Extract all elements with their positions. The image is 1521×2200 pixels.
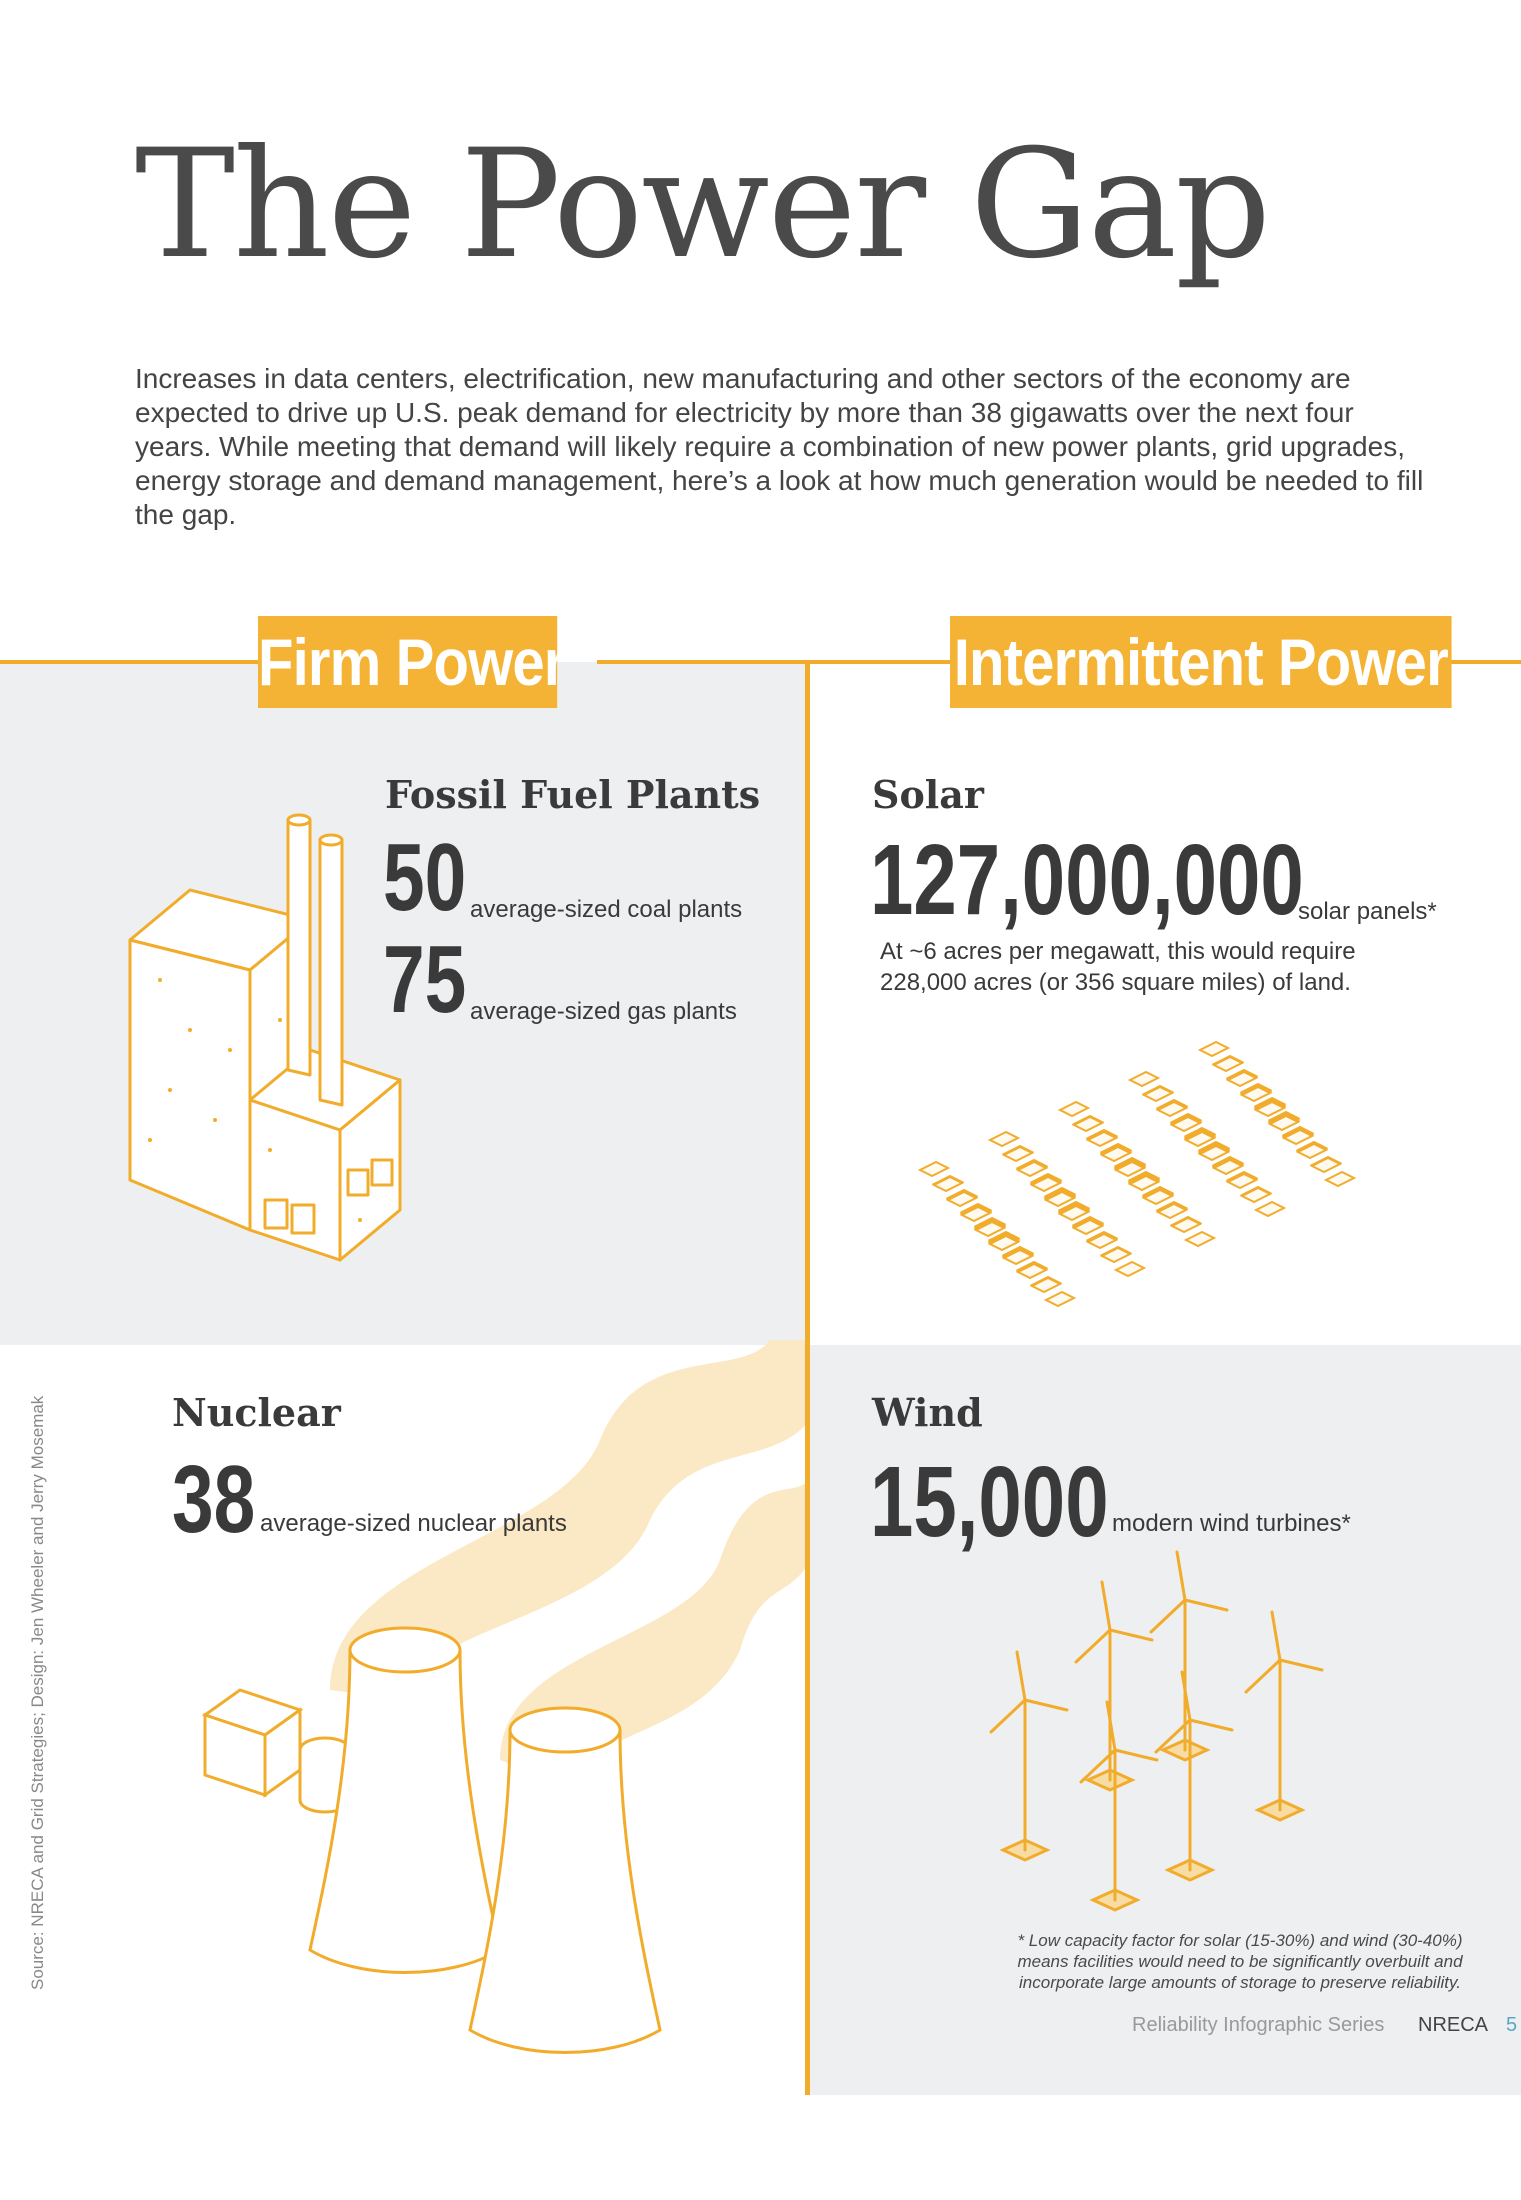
wind-turbine (1081, 1702, 1157, 1910)
solar-heading: Solar (872, 772, 984, 817)
gas-unit: average-sized gas plants (470, 998, 737, 1025)
solar-panel-cell (990, 1132, 1018, 1146)
footnote-line3: incorporate large amounts of storage to preserve reliability. (1019, 1973, 1461, 1992)
solar-panel-cell (1130, 1072, 1158, 1086)
wind-turbine (991, 1652, 1067, 1860)
solar-panel-cell (1046, 1292, 1074, 1306)
fossil-heading: Fossil Fuel Plants (385, 772, 761, 817)
solar-panel-cell (920, 1162, 948, 1176)
wind-turbine (1156, 1672, 1232, 1880)
intermittent-power-tab (950, 616, 1452, 708)
page-title: The Power Gap (135, 118, 1270, 292)
nuclear-heading: Nuclear (172, 1390, 341, 1435)
coal-unit: average-sized coal plants (470, 896, 743, 923)
factory-icon (120, 800, 420, 1270)
solar-note-line1: At ~6 acres per megawatt, this would require (880, 938, 1356, 965)
coal-value: 50 (383, 824, 467, 931)
series-label: Reliability Infographic Series (1132, 2014, 1385, 2036)
solar-note-line2: 228,000 acres (or 356 square miles) of land. (880, 969, 1351, 996)
solar-value: 127,000,000 (870, 824, 1304, 936)
firm-power-tab (258, 616, 566, 708)
nuclear-unit: average-sized nuclear plants (260, 1510, 567, 1537)
capacity-footnote (990, 1930, 1490, 1993)
firm-power-label: Firm Power (258, 625, 566, 699)
footnote-line2: means facilities would need to be significantly overbuilt and (1017, 1952, 1463, 1971)
solar-panel-cell (1116, 1262, 1144, 1276)
nuclear-cooling-tower-icon (200, 1620, 760, 2060)
nuclear-value: 38 (172, 1446, 256, 1553)
wind-value: 15,000 (870, 1446, 1109, 1558)
firm-divider-line-right (597, 660, 950, 664)
center-divider (805, 662, 810, 2095)
org-label: NRECA (1418, 2014, 1489, 2036)
solar-unit: solar panels* (1298, 898, 1437, 925)
solar-array-icon (900, 1020, 1420, 1320)
page-number: 5 (1506, 2014, 1518, 2036)
source-credit: Source: NRECA and Grid Strategies; Design: Jen Wheeler and Jerry Mosemak (28, 1395, 47, 1990)
intermittent-divider-line (1447, 660, 1521, 664)
footnote-line1: * Low capacity factor for solar (15-30%) and wind (30-40%) (1017, 1931, 1463, 1950)
gas-value: 75 (383, 926, 467, 1033)
solar-panel-cell (1200, 1042, 1228, 1056)
solar-panel-cell (1060, 1102, 1088, 1116)
wind-heading: Wind (872, 1390, 983, 1435)
intermittent-power-label: Intermittent Power (953, 625, 1448, 699)
firm-divider-line (0, 660, 260, 664)
wind-turbines-icon (980, 1580, 1360, 1900)
intro-paragraph: Increases in data centers, electrification, new manufacturing and other sectors of the economy are expected to drive up U.S. peak demand for electricity by more than 38 gigawatts over the next four years. While meeting that demand will likely require a combination of new power plants, grid upgrades, energy storage and demand management, here’s a look at how much generation would be needed to fill the gap. (135, 363, 1424, 530)
solar-panel-cell (1256, 1202, 1284, 1216)
solar-panel-cell (1326, 1172, 1354, 1186)
wind-unit: modern wind turbines* (1112, 1510, 1351, 1537)
wind-turbine (1246, 1612, 1322, 1820)
solar-panel-cell (1186, 1232, 1214, 1246)
